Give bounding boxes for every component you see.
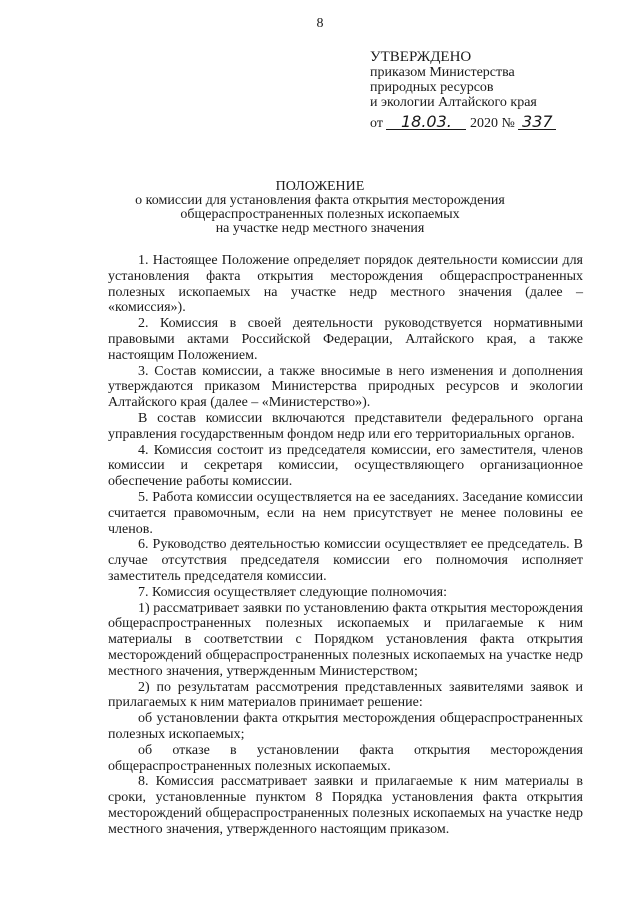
- heading-line-2: общераспространенных полезных ископаемых: [180, 207, 460, 222]
- date-prefix: от: [370, 116, 383, 131]
- document-body: [108, 253, 583, 837]
- paragraph-5: 5. Работа комиссии осуществляется на ее заседаниях. Заседание комиссии считается правомочным, если на нем присутствует не менее половины ее членов.: [108, 489, 583, 537]
- paragraph-8: 8. Комиссия рассматривает заявки и прилагаемые к ним материалы в сроки, установленные пунктом 8 Порядка установления факта открытия месторождений общераспространенных полезных ископаемых на участке недр местного значения, утвержденного настоящим приказом.: [108, 774, 583, 837]
- page-number: 8: [316, 16, 324, 31]
- heading-title: ПОЛОЖЕНИЕ: [275, 179, 365, 194]
- approval-line-3: и экологии Алтайского края: [370, 95, 537, 110]
- paragraph-6: 6. Руководство деятельностью комиссии осуществляет ее председатель. В случае отсутствия председателя комиссии его полномочия исполняет заместитель председателя комиссии.: [108, 537, 583, 584]
- approval-title: УТВЕРЖДЕНО: [370, 49, 472, 65]
- paragraph-3: 3. Состав комиссии, а также вносимые в него изменения и дополнения утверждаются приказом Министерства природных ресурсов и экологии Алтайского края (далее – «Министерство»).: [108, 363, 583, 411]
- paragraph-7-decision-b: об отказе в установлении факта открытия месторождения общераспространенных полезных ископаемых.: [108, 742, 583, 774]
- paragraph-7: 7. Комиссия осуществляет следующие полномочия:: [138, 584, 447, 600]
- year-label: 2020 №: [469, 116, 515, 131]
- approval-stamp: [370, 50, 556, 131]
- paragraph-7-item-2: 2) по результатам рассмотрения представленных заявителями заявок и прилагаемых к ним материалов принимает решение:: [108, 679, 583, 711]
- approval-line-1: приказом Министерства: [370, 65, 515, 80]
- approval-sign-row: [370, 114, 556, 131]
- paragraph-3-cont: В состав комиссии включаются представители федерального органа управления государственным фондом недр или его территориальных органов.: [108, 410, 583, 442]
- heading-line-3: на участке недр местного значения: [215, 221, 425, 236]
- paragraph-1: 1. Настоящее Положение определяет порядок деятельности комиссии для установления факта открытия месторождения общераспространенных полезных ископаемых на участке недр местного значения (далее – «комиссия»).: [108, 253, 583, 316]
- approval-line-2: природных ресурсов: [370, 80, 494, 95]
- heading-line-1: о комиссии для установления факта открытия месторождения: [135, 193, 505, 208]
- document-heading: [0, 180, 640, 236]
- handwritten-number: 337: [518, 114, 556, 130]
- handwritten-date: 18.03.: [386, 114, 466, 130]
- paragraph-7-item-1: 1) рассматривает заявки по установлению факта открытия месторождения общераспространенных полезных ископаемых и прилагаемые к ним материалы в соответствии с Порядком установления факта открытия месторождений общераспространенных полезных ископаемых на участке недр местного значения, утвержденным Министерством;: [108, 600, 583, 679]
- paragraph-4: 4. Комиссия состоит из председателя комиссии, его заместителя, членов комиссии и секретаря комиссии, осуществляющего организационное обеспечение работы комиссии.: [108, 442, 583, 490]
- paragraph-2: 2. Комиссия в своей деятельности руководствуется нормативными правовыми актами Российской Федерации, Алтайского края, а также настоящим Положением.: [108, 316, 583, 363]
- paragraph-7-decision-a: об установлении факта открытия месторождения общераспространенных полезных ископаемых;: [108, 711, 583, 742]
